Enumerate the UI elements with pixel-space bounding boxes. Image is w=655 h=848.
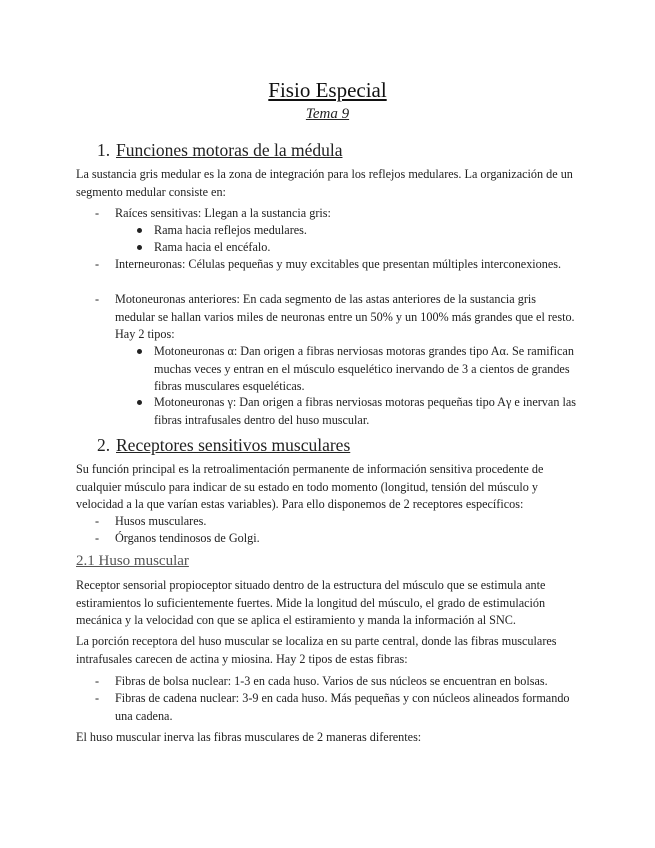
list-item	[95, 673, 575, 691]
section-1-intro: La sustancia gris medular es la zona de integración para los reflejos medulares. La organización de un segmento medular consiste en:	[76, 167, 573, 199]
sub-list-item-text: Rama hacia reflejos medulares.	[154, 223, 307, 237]
section-1-number: 1.	[97, 140, 111, 160]
list-item	[95, 256, 575, 274]
subsection-heading: 2.1 Huso muscular	[76, 553, 189, 569]
list-item-text: - Fibras de cadena nuclear: 3-9 en cada huso. Más pequeñas y con núcleos alineados formando una cadena.	[115, 691, 570, 723]
section-2-heading	[97, 435, 350, 456]
sub-list-item-text: Rama hacia el encéfalo.	[154, 240, 271, 254]
subsection-paragraph-2: La porción receptora del huso muscular se localiza en su parte central, donde las fibras musculares intrafusales carecen de actina y miosina. Hay 2 tipos de estas fibras:	[76, 634, 557, 666]
sub-list-item-text: Motoneuronas γ: Dan origen a fibras nerviosas motoras pequeñas tipo Aγ e inervan las fibras intrafusales dentro del huso muscular.	[154, 395, 576, 427]
sub-list-item	[137, 343, 577, 396]
document-title: Fisio Especial	[268, 78, 387, 102]
list-item-text: - Raíces sensitivas: Llegan a la sustancia gris:	[115, 206, 331, 220]
list-item-text: - Interneuronas: Células pequeñas y muy excitables que presentan múltiples interconexiones.	[115, 257, 562, 271]
section-1-title: Funciones motoras de la médula	[116, 140, 343, 160]
sub-list-item	[137, 222, 577, 240]
sub-list-item	[137, 239, 577, 257]
sub-list-item	[137, 394, 577, 429]
sub-list-item-text: Motoneuronas α: Dan origen a fibras nerviosas motoras grandes tipo Aα. Se ramifican muchas veces y entran en el músculo esquelético inervando de 3 a cientos de grandes fibras musculares esqueléticas.	[154, 344, 574, 393]
subsection-paragraph-3: El huso muscular inerva las fibras musculares de 2 maneras diferentes:	[76, 730, 422, 744]
document-subtitle: Tema 9	[305, 106, 350, 122]
section-2-title: Receptores sensitivos musculares	[116, 435, 351, 455]
list-item-text: - Husos musculares.	[115, 514, 207, 528]
list-item-text: - Motoneuronas anteriores: En cada segmento de las astas anteriores de la sustancia gris medular se hallan varios miles de neuronas entre un 50% y un 100% más grandes que el resto. Hay 2 tipos:	[115, 292, 575, 341]
list-item	[95, 513, 575, 531]
list-item	[95, 291, 575, 344]
section-1-heading	[97, 140, 342, 161]
list-item	[95, 205, 575, 223]
list-item-text: - Fibras de bolsa nuclear: 1-3 en cada huso. Varios de sus núcleos se encuentran en bolsas.	[115, 674, 548, 688]
subsection-paragraph-1: Receptor sensorial propioceptor situado dentro de la estructura del músculo que se estimula ante estiramientos lo suficientemente fuertes. Mide la longitud del músculo, el grado de estimulación mecánica y la velocidad con que se aplica el estiramiento y manda la información al SNC.	[76, 578, 546, 627]
list-item	[95, 530, 575, 548]
section-2-number: 2.	[97, 435, 111, 455]
list-item-text: - Órganos tendinosos de Golgi.	[115, 531, 260, 545]
list-item	[95, 690, 575, 725]
section-2-intro: Su función principal es la retroalimentación permanente de información sensitiva procedente de cualquier músculo para indicar de su estado en todo momento (longitud, tensión del músculo y velocidad a la que varían estas variables). Para ello disponemos de 2 receptores específicos:	[76, 462, 544, 511]
